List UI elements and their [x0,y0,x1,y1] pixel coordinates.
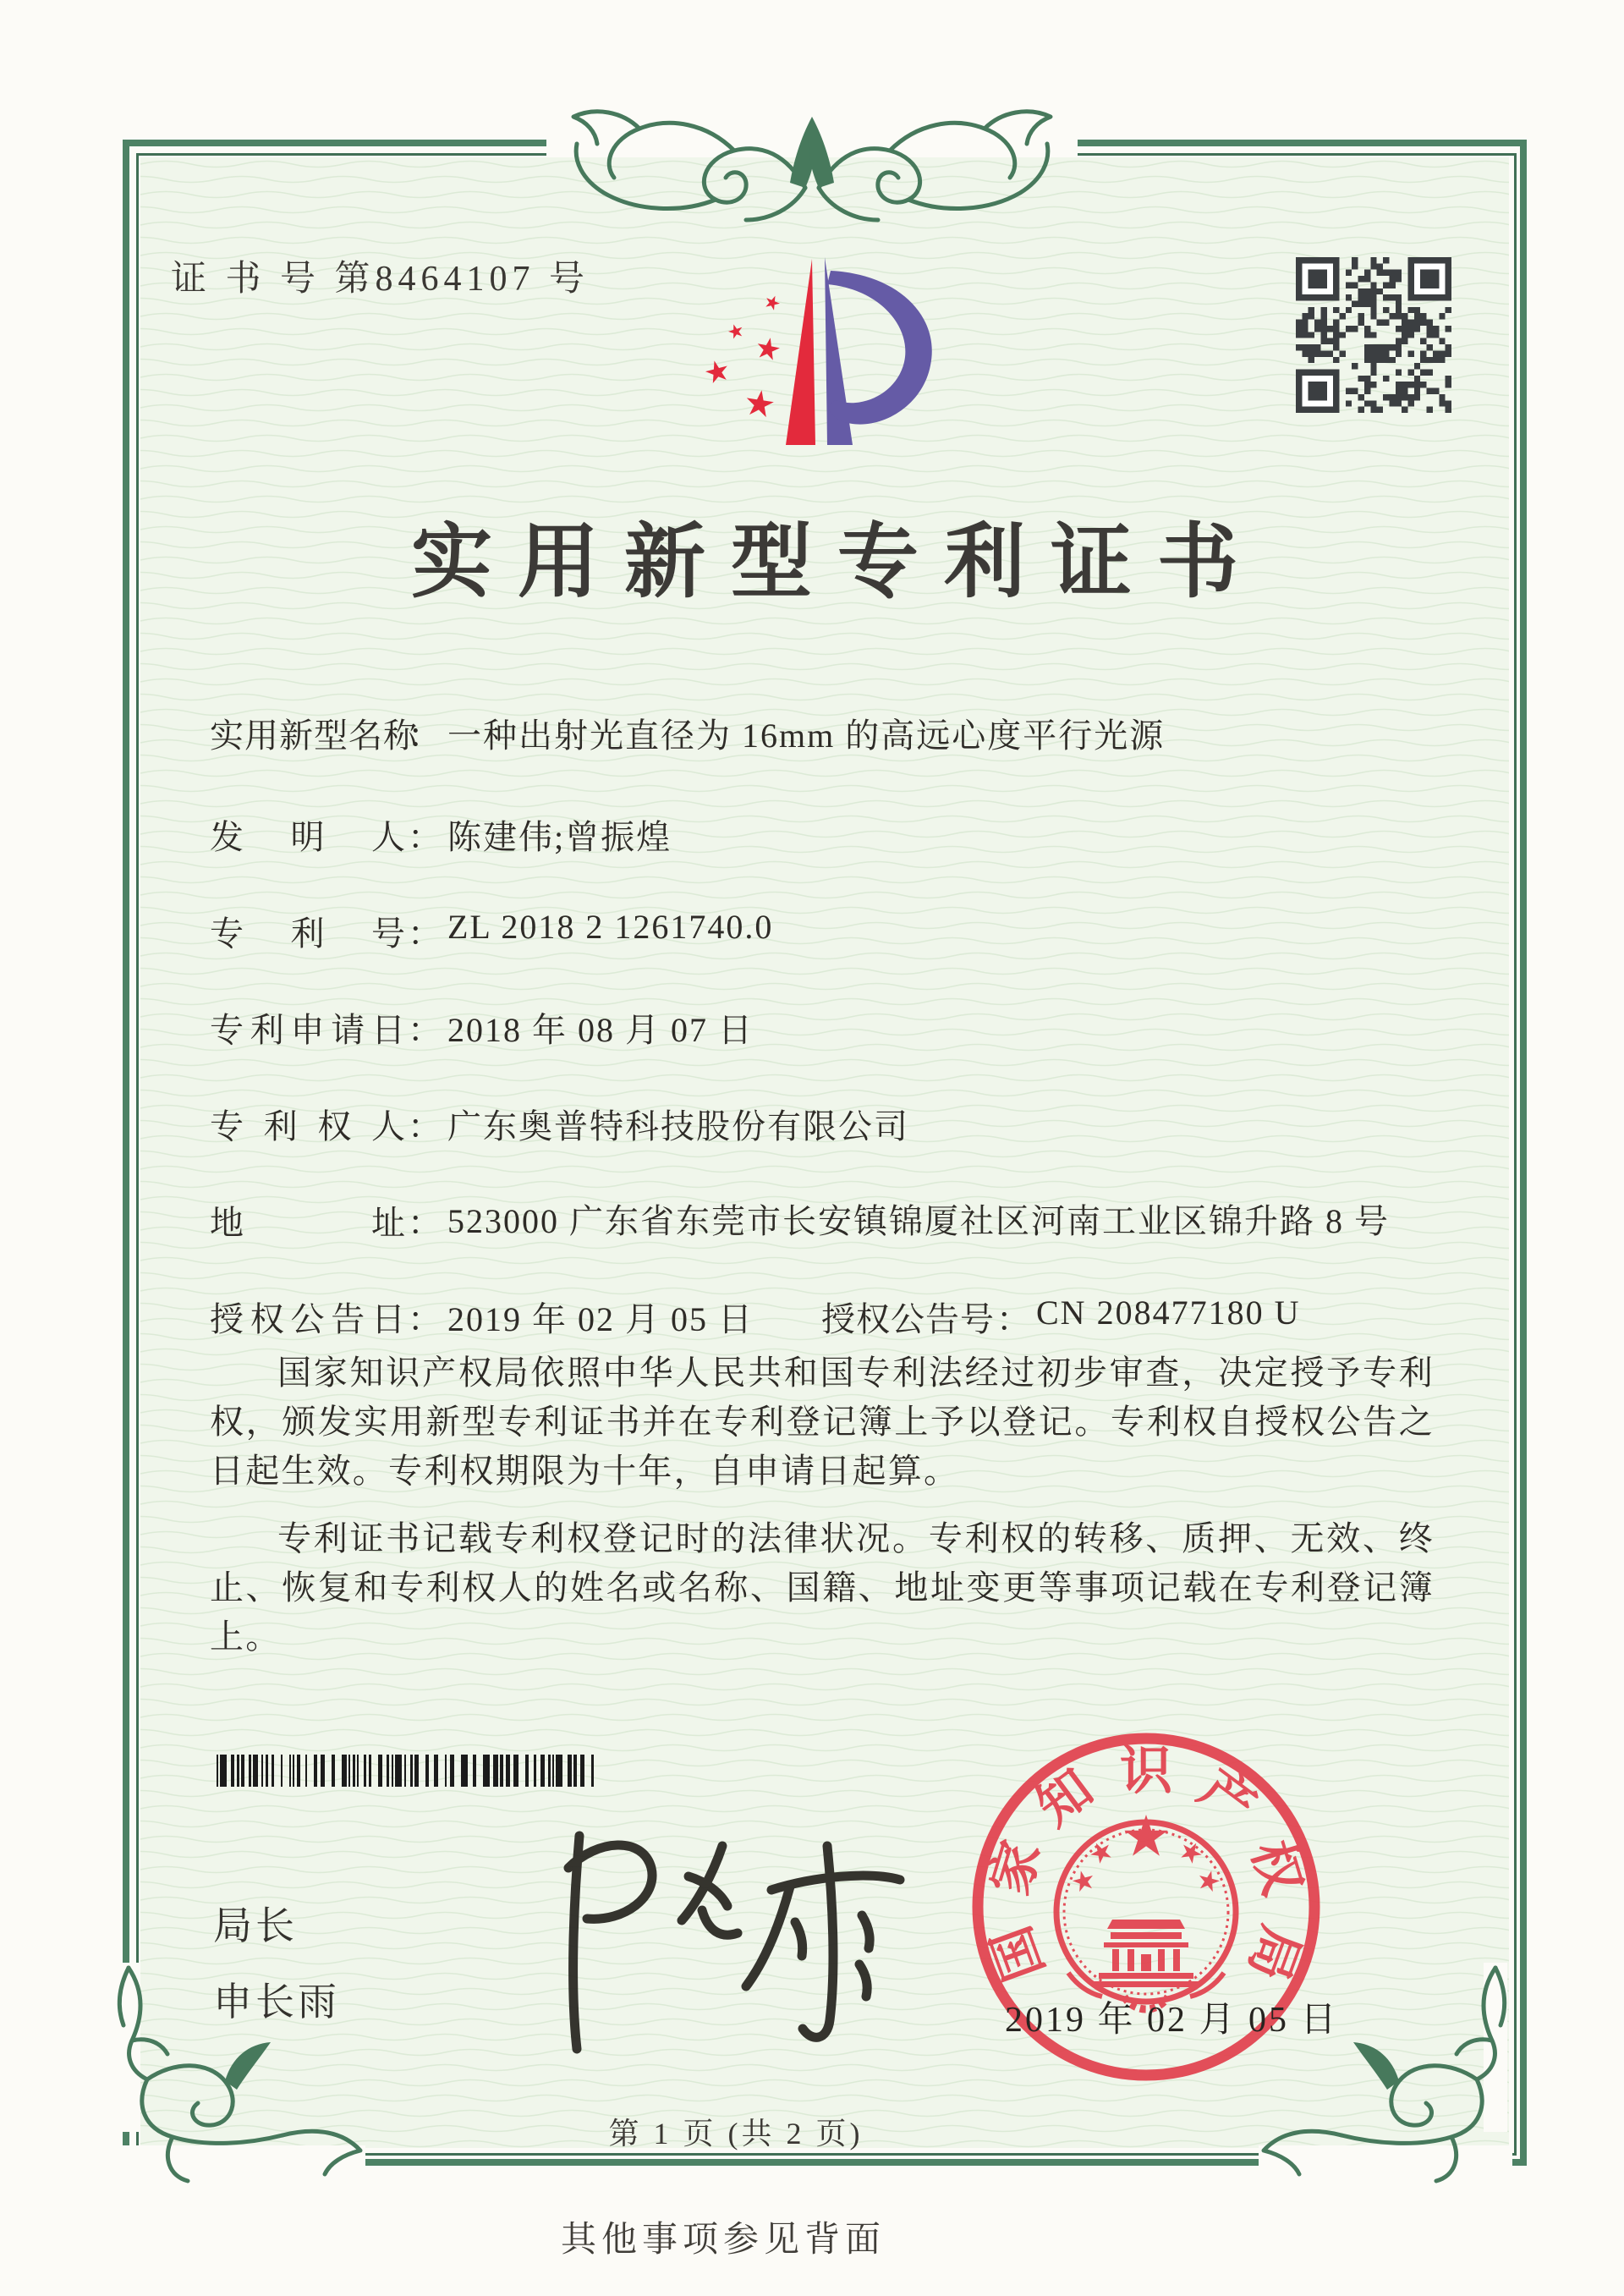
grant-row: 授权公告日： 2019 年 02 月 05 日 授权公告号： CN 208477180 U [210,1293,754,1341]
back-note: 其他事项参见背面 [560,2221,886,2260]
national-emblem [1056,1815,1236,2009]
svg-text:识: 识 [1119,1743,1173,1800]
barcode [217,1755,602,1787]
certificate-title: 实用新型专利证书 [411,517,1264,607]
commissioner-title-label: 局长 [213,1903,298,1947]
field-row-address: 地址： 523000 广东省东莞市长安镇锦厦社区河南工业区锦升路 8 号 [210,1202,1390,1242]
top-border-ornament [508,95,1116,247]
grant-date-value: 2019 年 02 月 05 日 [447,1300,754,1338]
certificate-number: 证 书 号 第8464107 号 [171,260,590,299]
field-row-filing-date: 专利申请日： 2018 年 08 月 07 日 [210,1011,754,1049]
cnipa-logo-icon [699,250,948,453]
seal-date: 2019 年 02 月 05 日 [1005,2001,1339,2040]
commissioner-name-label: 申长雨 [213,1980,340,2024]
commissioner-signature [440,1793,930,2081]
field-row-patentee: 专利权人： 广东奥普特科技股份有限公司 [210,1107,909,1145]
legal-text [210,1348,1435,1662]
field-row-inventor: 发明人： 陈建伟;曾振煌 [210,818,672,856]
svg-text:知: 知 [1027,1759,1104,1837]
svg-text:国: 国 [983,1918,1056,1988]
grant-date-label: 授权公告日 [210,1300,406,1338]
body-paragraph-1: 国家知识产权局依照中华人民共和国专利法经过初步审查，决定授予专利权，颁发实用新型专利证书并在专利登记簿上予以登记。专利权自授权公告之日起生效。专利权期限为十年，自申请日起算。 [210,1354,1435,1490]
svg-text:局: 局 [1237,1918,1309,1988]
field-row-patent-number: 专利号： ZL 2018 2 1261740.0 [210,908,774,953]
field-row-name: 实用新型名称： 一种出射光直径为 16mm 的高远心度平行光源 [210,717,1166,755]
page-number: 第 1 页 (共 2 页) [608,2117,864,2150]
svg-text:产: 产 [1188,1759,1265,1837]
qr-code [1296,257,1451,413]
svg-text:权: 权 [1240,1834,1311,1902]
body-paragraph-2: 专利证书记载专利权登记时的法律状况。专利权的转移、质押、无效、终止、恢复和专利权人的姓名或名称、国籍、地址变更等事项记载在专利登记簿上。 [210,1519,1435,1656]
grant-number: 授权公告号： CN 208477180 U [821,1294,1301,1338]
svg-text:家: 家 [981,1834,1052,1902]
